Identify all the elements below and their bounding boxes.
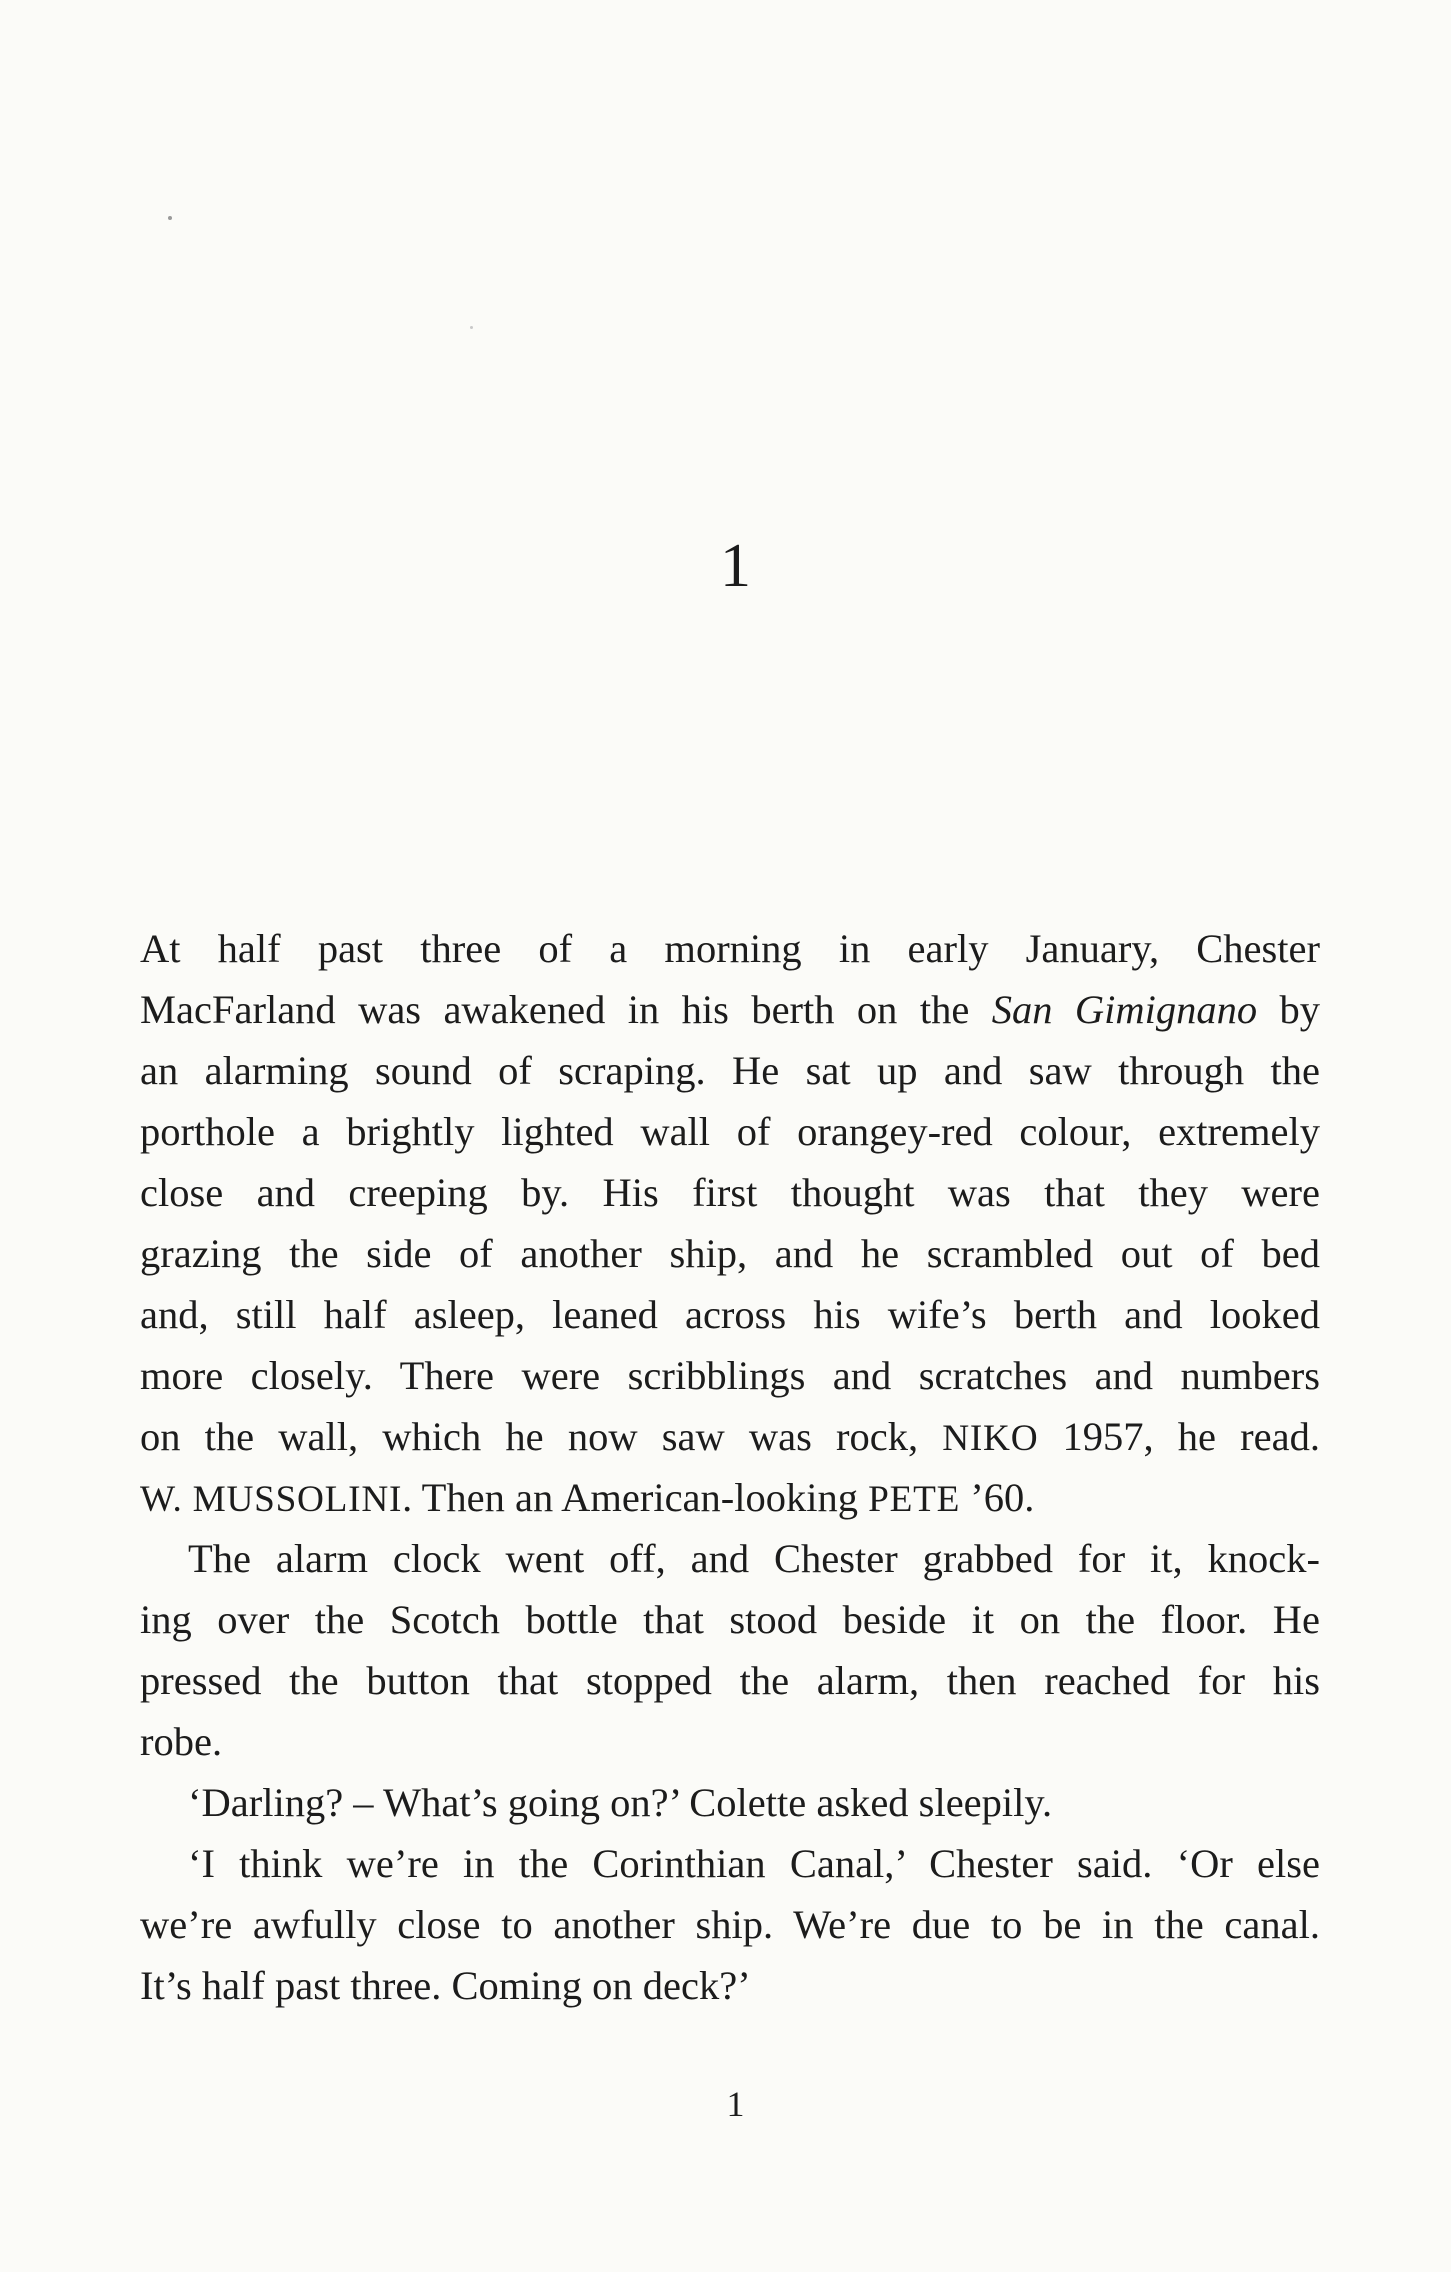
text-line <box>140 1467 1320 1528</box>
paragraph-4 <box>140 1833 1320 2016</box>
paragraph-3 <box>140 1772 1320 1833</box>
text-line: grazing the side of another ship, and he scrambled out of bed <box>140 1231 1320 1276</box>
text-line: ‘I think we’re in the Corinthian Canal,’ Chester said. ‘Or else <box>188 1841 1320 1886</box>
scan-speck <box>168 216 172 220</box>
text-run: . Then an American-looking <box>402 1475 869 1520</box>
text-line <box>140 1406 1320 1467</box>
body-text <box>140 918 1320 2016</box>
text-run: ’60. <box>960 1475 1035 1520</box>
text-line: porthole a brightly lighted wall of orangey-red colour, extremely <box>140 1109 1320 1154</box>
scan-speck <box>470 326 473 329</box>
graffiti-name: PETE <box>868 1479 961 1520</box>
text-line: we’re awfully close to another ship. We’re due to be in the canal. <box>140 1902 1320 1947</box>
paragraph-2 <box>140 1528 1320 1772</box>
text-run: on the wall, which he now saw was rock, <box>140 1414 943 1459</box>
paragraph-1 <box>140 918 1320 1528</box>
page-number: 1 <box>726 2084 745 2124</box>
text-line: The alarm clock went off, and Chester grabbed for it, knock- <box>188 1536 1320 1581</box>
chapter-number: 1 <box>720 532 751 600</box>
text-run: by <box>1257 987 1321 1032</box>
text-line: more closely. There were scribblings and scratches and numbers <box>140 1353 1320 1398</box>
text-line: an alarming sound of scraping. He sat up and saw through the <box>140 1048 1320 1093</box>
text-line: close and creeping by. His first thought was that they were <box>140 1170 1320 1215</box>
text-line: It’s half past three. Coming on deck?’ <box>140 1963 751 2008</box>
text-line: ‘Darling? – What’s going on?’ Colette asked sleepily. <box>188 1780 1053 1825</box>
graffiti-name: W. MUSSOLINI <box>140 1479 403 1520</box>
text-line: robe. <box>140 1719 223 1764</box>
text-run: 1957, he read. <box>1038 1414 1320 1459</box>
text-run: MacFarland was awakened in his berth on the <box>140 987 992 1032</box>
text-line: At half past three of a morning in early January, Chester <box>140 926 1320 971</box>
graffiti-name: NIKO <box>942 1418 1039 1459</box>
ship-name: San Gimignano <box>991 987 1258 1032</box>
text-line <box>140 979 1320 1040</box>
text-line: pressed the button that stopped the alarm, then reached for his <box>140 1658 1320 1703</box>
text-line: and, still half asleep, leaned across his wife’s berth and looked <box>140 1292 1320 1337</box>
text-line: ing over the Scotch bottle that stood beside it on the floor. He <box>140 1597 1320 1642</box>
